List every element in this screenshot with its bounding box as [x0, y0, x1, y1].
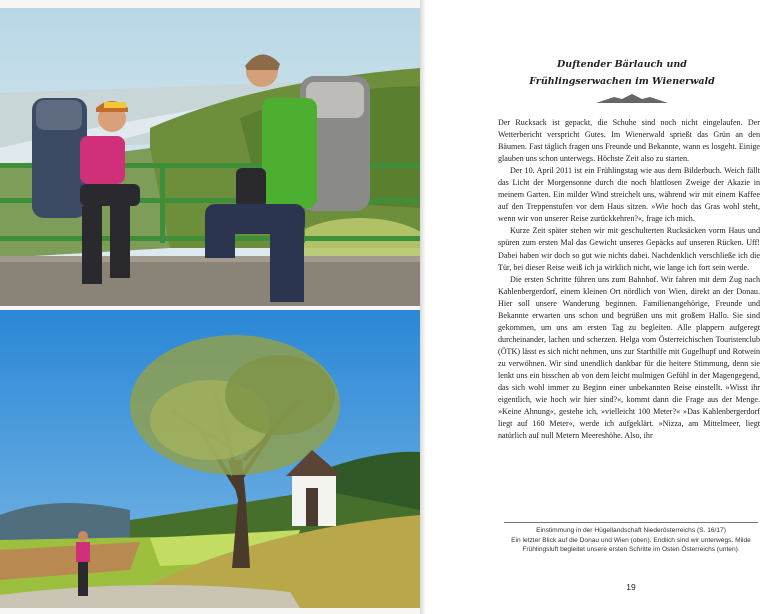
mountain-ornament-icon: [596, 93, 668, 103]
paragraph-1: Der Rucksack ist gepackt, die Schuhe sind noch nicht eingelaufen. Der Wetterbericht verspricht Gutes. Im Wienerwald sprießt das Grün an den Bäumen. Fast täglich fragen uns Freunde und Bekannte, wann es losgeht. Einige glauben uns schon unterwegs. Höchste Zeit also zu starten.: [498, 118, 760, 164]
chapter-heading: [508, 56, 736, 90]
paragraph-2: Der 10. April 2011 ist ein Frühlingstag wie aus dem Bilderbuch. Weich fällt das Licht der Morgensonne durch die noch blattlosen Zweige der Akazie in meinem Garten. Ein milder Wind streichelt uns, während wir mit einem Kaffee auf den Treppenstufen vor dem Haus sitzen. »Wie hoch das Gras wohl steht, wenn wir von unserer Reise zurückkehren?«, frage ich mich.: [498, 166, 760, 224]
chapter-heading-line-2: Frühlingserwachen im Wienerwald: [529, 76, 715, 87]
chapter-heading-line-1: Duftender Bärlauch und: [557, 59, 687, 70]
page-number: 19: [626, 582, 636, 592]
caption-line-2: Ein letzter Blick auf die Donau und Wien (oben). Endlich sind wir unterwegs. Milde: [511, 536, 751, 544]
caption-line-1: Einstimmung in der Hügellandschaft Niederösterreichs (S. 16/17): [536, 527, 726, 534]
caption-line-3: Frühlingsluft begleitet unsere ersten Schritte im Osten Österreichs (unten).: [522, 546, 740, 553]
photo-tree-chapel-meadow: [0, 310, 420, 608]
book-gutter: [420, 0, 426, 614]
paragraph-4: Die ersten Schritte führen uns zum Bahnhof. Wir fahren mit dem Zug nach Kahlenbergerdorf, einem kleinen Ort nördlich von Wien, direkt an der Donau. Hier soll unsere Wanderung beginnen. Familienangehörige, Freunde und Bekannte erwarten uns schon und begrüßen uns mit großem Hallo. Sie sind gekommen, um uns am ersten Tag zu begleiten. Alle plappern aufgeregt durcheinander, lachen und scherzen. Helga vom Österreichischen Touristenclub (ÖTK) lässt es sich nicht nehmen, uns zur Starthilfe mit Gugelhupf und Rotwein zu verwöhnen. Wir sind unendlich dankbar für die heitere Stimmung, denn sie lenkt uns ein bisschen ab von dem leicht mulmigen Gefühl in der Magengegend, das sich wohl immer zu Beginn einer unbekannten Reise einstellt. »Wisst ihr eigentlich, wie hoch wir hier sind?«, kommt dann die Frage aus der Menge. »Keine Ahnung«, gestehe ich, »vielleicht 100 Meter?« »Das Kahlenbergerdorf liegt auf 160 Meter«, werde ich aufgeklärt. »Nizza, am Mittelmeer, liegt natürlich auf null Metern Meereshöhe. Also, ihr: [498, 274, 760, 441]
caption-divider: [504, 522, 758, 523]
photo-hikers-danube-view: [0, 8, 420, 306]
photo-caption: [504, 526, 758, 555]
paragraph-3: Kurze Zeit später stehen wir mit geschulterten Rucksäcken vorm Haus und spüren zum ersten Mal das Gewicht unseres Gepäcks auf unseren Rücken. Uff! Dabei haben wir doch so gut wie nichts dabei. Nachdenklich verschließe ich die Tür, bei dieser Reise weiß ich ja wirklich nicht, wie lange ich fort sein werde.: [498, 226, 760, 272]
body-text: [498, 117, 760, 442]
